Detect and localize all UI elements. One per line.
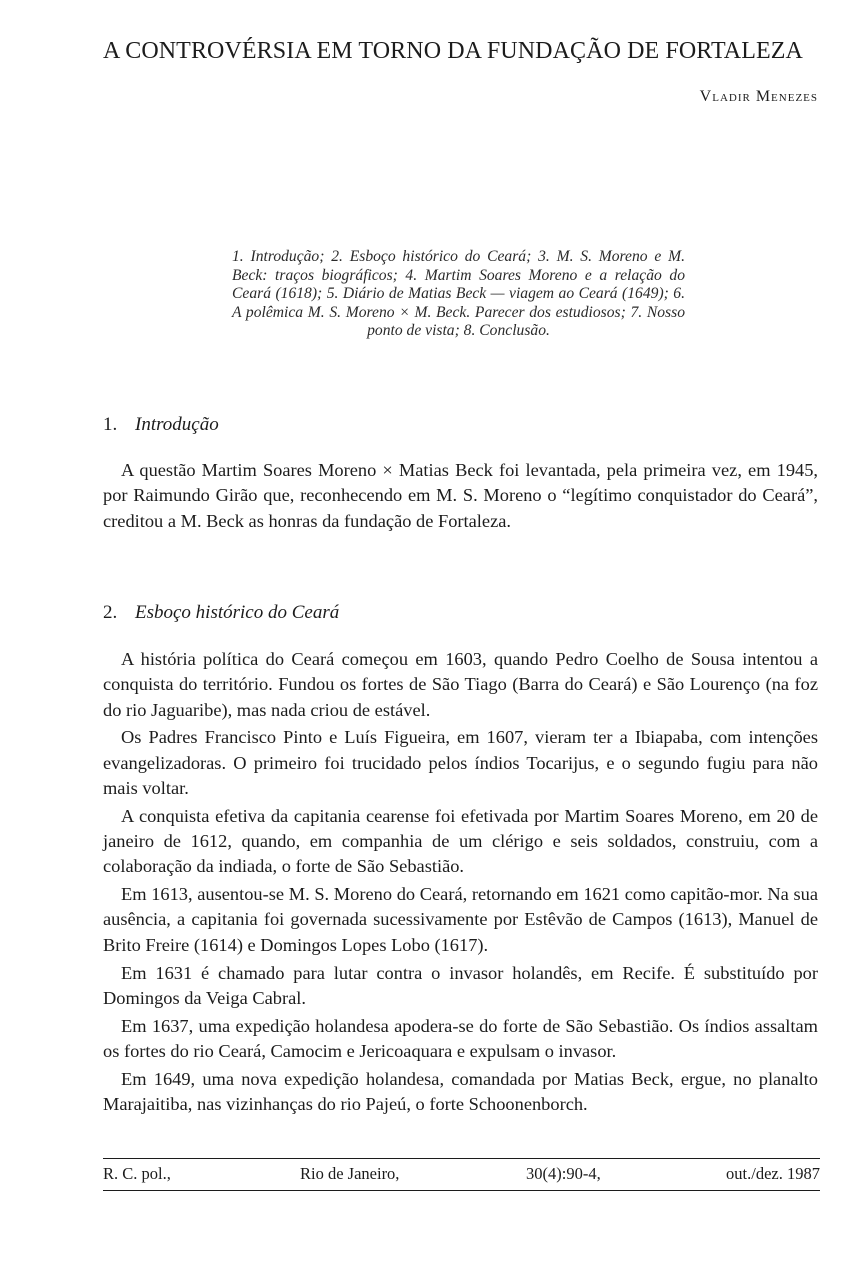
citation-footer bbox=[103, 1164, 820, 1186]
section-number: 2. bbox=[103, 602, 118, 623]
section-title: Introdução bbox=[135, 414, 219, 435]
section-number: 1. bbox=[103, 414, 118, 435]
footer-place: Rio de Janeiro, bbox=[300, 1164, 400, 1183]
footer-date: out./dez. 1987 bbox=[726, 1164, 820, 1183]
paragraph: Os Padres Francisco Pinto e Luís Figueira, em 1607, vieram ter a Ibiapaba, com intenções evangelizadoras. O primeiro foi trucidado pelos índios Tocarijus, e o segundo fugiu para não mais voltar. bbox=[103, 727, 818, 798]
article-author: Vladir Menezes bbox=[699, 88, 818, 105]
paragraph: Em 1613, ausentou-se M. S. Moreno do Ceará, retornando em 1621 como capitão-mor. Na sua ausência, a capitania foi governada sucessivamente por Estêvão de Campos (1613), Manuel de Brito Freire (1614) e Domingos Lopes Lobo (1617). bbox=[103, 884, 818, 955]
section-heading-introducao bbox=[103, 414, 219, 436]
paragraph: A conquista efetiva da capitania cearense foi efetivada por Martim Soares Moreno, em 20 de janeiro de 1612, quando, em companhia de um clérigo e seis soldados, construiu, com a colaboração da indiada, o forte de São Sebastião. bbox=[103, 805, 818, 877]
section-body-esboco-historico bbox=[103, 647, 818, 1120]
paragraph: A história política do Ceará começou em 1603, quando Pedro Coelho de Sousa intentou a conquista do território. Fundou os fortes de São Tiago (Barra do Ceará) e São Lourenço (na foz do rio Jaguaribe), mas nada criou de estável. bbox=[103, 649, 818, 720]
section-heading-esboco-historico bbox=[103, 602, 339, 624]
section-body-introducao bbox=[103, 458, 818, 536]
section-title: Esboço histórico do Ceará bbox=[135, 602, 340, 623]
paragraph: Em 1637, uma expedição holandesa apodera-se do forte de São Sebastião. Os índios assaltam os fortes do rio Ceará, Camocim e Jericoaquara e expulsam o invasor. bbox=[103, 1015, 818, 1061]
article-summary: 1. Introdução; 2. Esboço histórico do Ceará; 3. M. S. Moreno e M. Beck: traços biográficos; 4. Martim Soares Moreno e a relação do Ceará (1618); 5. Diário de Matias Beck — viagem ao Ceará (1649); 6. A polêmica M. S. Moreno × M. Beck. Parecer dos estudiosos; 7. Nosso ponto de vista; 8. Conclusão. bbox=[232, 248, 685, 340]
footer-rule-top bbox=[103, 1158, 820, 1159]
footer-volume: 30(4):90-4, bbox=[526, 1164, 601, 1183]
paragraph: A questão Martim Soares Moreno × Matias Beck foi levantada, pela primeira vez, em 1945, por Raimundo Girão que, reconhecendo em M. S. Moreno o “legítimo conquistador do Ceará”, creditou a M. Beck as honras da fundação de Fortaleza. bbox=[103, 460, 818, 531]
footer-rule-bottom bbox=[103, 1190, 820, 1191]
paragraph: Em 1631 é chamado para lutar contra o invasor holandês, em Recife. É substituído por Domingos da Veiga Cabral. bbox=[103, 962, 818, 1008]
footer-journal: R. C. pol., bbox=[103, 1164, 171, 1183]
paragraph: Em 1649, uma nova expedição holandesa, comandada por Matias Beck, ergue, no planalto Marajaitiba, nas vizinhanças do rio Pajeú, o forte Schoonenborch. bbox=[103, 1068, 818, 1115]
article-title: A CONTROVÉRSIA EM TORNO DA FUNDAÇÃO DE FORTALEZA bbox=[103, 38, 803, 64]
